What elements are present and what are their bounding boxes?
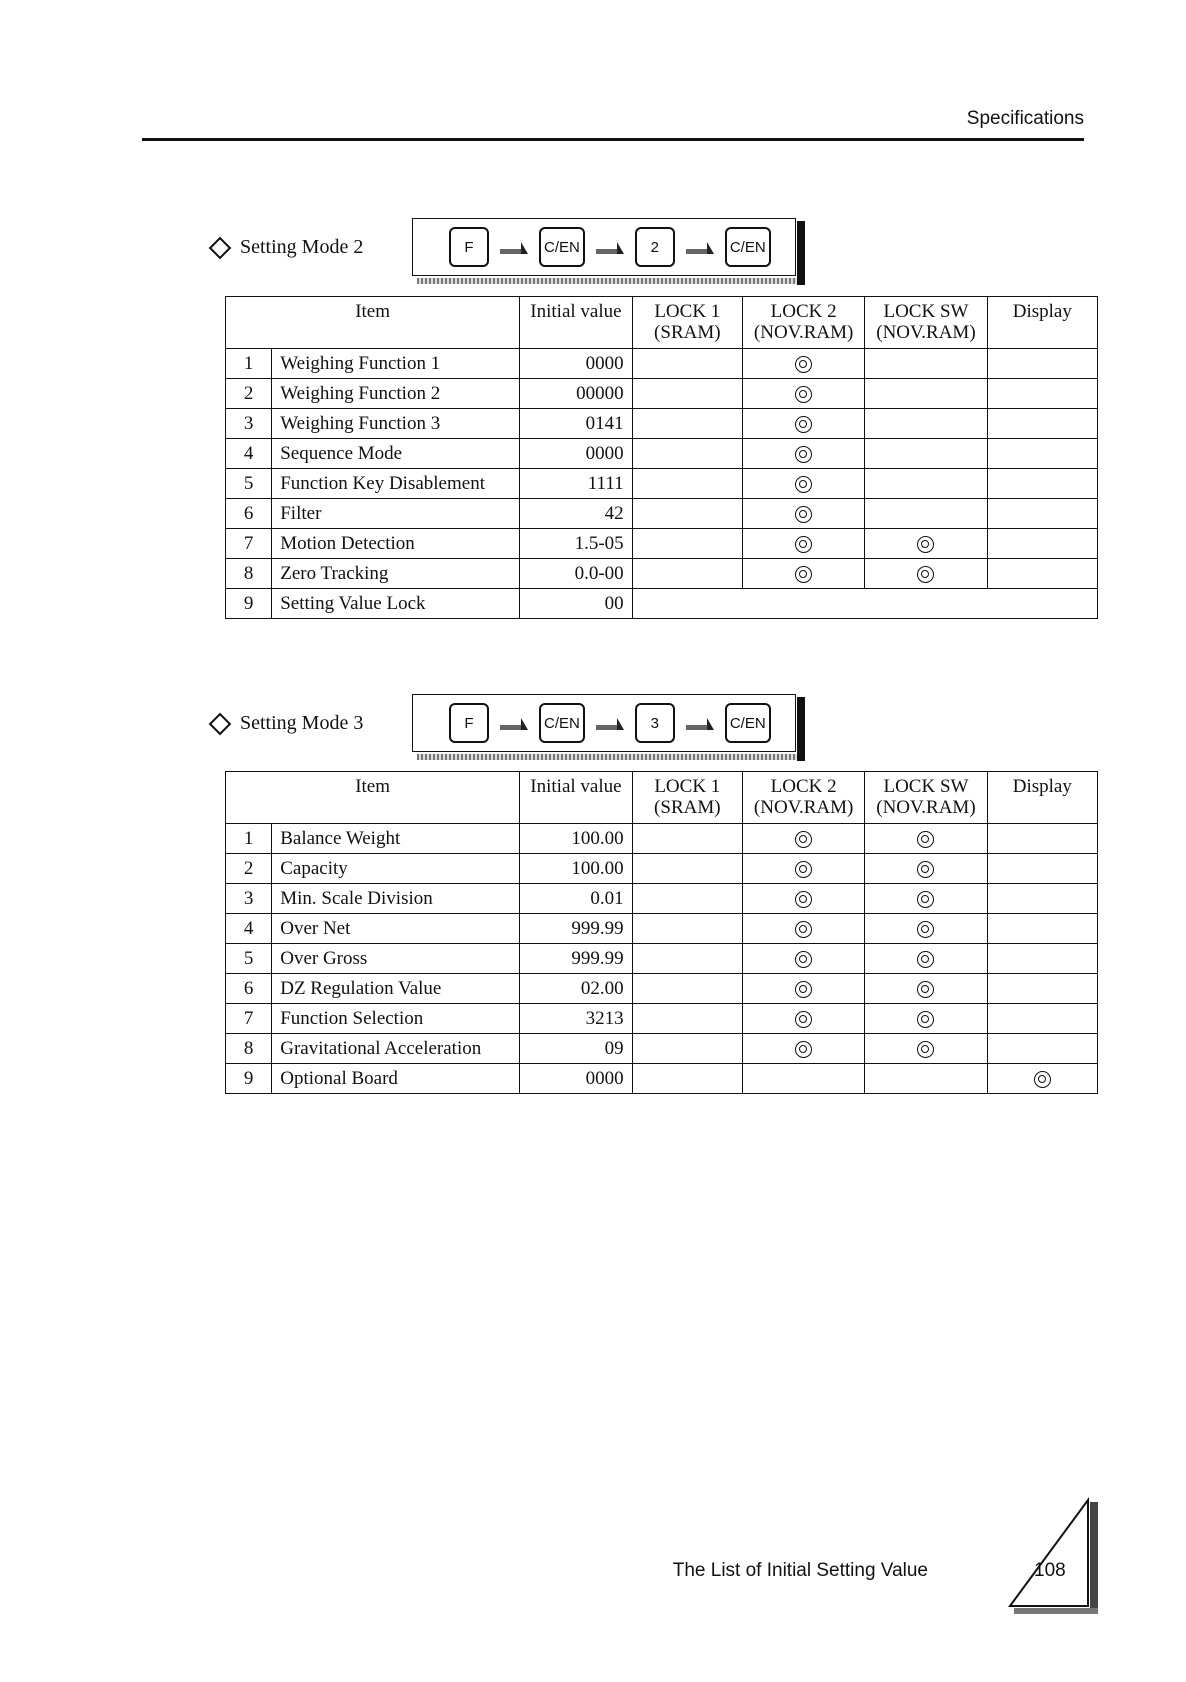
footer-section-title: The List of Initial Setting Value bbox=[672, 1560, 928, 1581]
row-locksw-cell bbox=[865, 944, 987, 974]
arrow-right-icon bbox=[595, 238, 625, 256]
row-merged-cell bbox=[632, 589, 1097, 619]
double-circle-icon bbox=[795, 981, 812, 998]
row-locksw-cell bbox=[865, 529, 987, 559]
row-number: 1 bbox=[226, 349, 272, 379]
table-row bbox=[226, 409, 1098, 439]
row-display-cell bbox=[987, 439, 1097, 469]
double-circle-icon bbox=[795, 951, 812, 968]
mode2-label-text: Setting Mode 2 bbox=[240, 236, 364, 258]
row-locksw-cell bbox=[865, 379, 987, 409]
row-number: 3 bbox=[226, 409, 272, 439]
row-lock2-cell bbox=[742, 854, 864, 884]
table-row bbox=[226, 469, 1098, 499]
row-item-name: Weighing Function 1 bbox=[272, 349, 520, 379]
item-header-text: Item bbox=[355, 776, 391, 797]
row-lock1-cell bbox=[632, 529, 742, 559]
row-lock2-cell bbox=[742, 914, 864, 944]
row-initial-value: 42 bbox=[520, 499, 632, 529]
row-initial-value: 00 bbox=[520, 589, 632, 619]
lock2-header-line1: LOCK 2 bbox=[770, 776, 837, 797]
row-locksw-cell bbox=[865, 469, 987, 499]
table-row bbox=[226, 824, 1098, 854]
row-item-name: Weighing Function 3 bbox=[272, 409, 520, 439]
row-number: 2 bbox=[226, 854, 272, 884]
display-header bbox=[987, 297, 1097, 349]
lock2-header bbox=[742, 297, 864, 349]
row-initial-value: 0.01 bbox=[520, 884, 632, 914]
mode3-label bbox=[210, 712, 363, 735]
row-locksw-cell bbox=[865, 439, 987, 469]
mode2-label bbox=[210, 236, 363, 259]
arrow-right-icon bbox=[499, 714, 529, 732]
locksw-header-line1: LOCK SW bbox=[883, 776, 969, 797]
row-number: 8 bbox=[226, 1034, 272, 1064]
row-lock1-cell bbox=[632, 1034, 742, 1064]
table-row bbox=[226, 529, 1098, 559]
table-row bbox=[226, 589, 1098, 619]
row-locksw-cell bbox=[865, 1064, 987, 1094]
double-circle-icon bbox=[917, 891, 934, 908]
row-item-name: Sequence Mode bbox=[272, 439, 520, 469]
row-lock1-cell bbox=[632, 854, 742, 884]
row-initial-value: 999.99 bbox=[520, 944, 632, 974]
double-circle-icon bbox=[795, 386, 812, 403]
table-row bbox=[226, 884, 1098, 914]
key-3: 3 bbox=[635, 703, 675, 743]
double-circle-icon bbox=[795, 356, 812, 373]
row-locksw-cell bbox=[865, 409, 987, 439]
row-number: 9 bbox=[226, 1064, 272, 1094]
double-circle-icon bbox=[917, 831, 934, 848]
row-display-cell bbox=[987, 944, 1097, 974]
mode3-label-text: Setting Mode 3 bbox=[240, 712, 364, 734]
row-lock1-cell bbox=[632, 439, 742, 469]
table-row bbox=[226, 944, 1098, 974]
arrow-right-icon bbox=[685, 714, 715, 732]
locksw-header bbox=[865, 772, 987, 824]
table-row bbox=[226, 914, 1098, 944]
table-row bbox=[226, 439, 1098, 469]
row-lock2-cell bbox=[742, 1064, 864, 1094]
key-f: F bbox=[449, 703, 489, 743]
double-circle-icon bbox=[795, 1041, 812, 1058]
row-lock1-cell bbox=[632, 349, 742, 379]
row-number: 4 bbox=[226, 914, 272, 944]
lock1-header bbox=[632, 297, 742, 349]
row-lock1-cell bbox=[632, 944, 742, 974]
double-circle-icon bbox=[795, 506, 812, 523]
lock1-header-line2: (SRAM) bbox=[654, 797, 721, 818]
row-item-name: Over Gross bbox=[272, 944, 520, 974]
row-locksw-cell bbox=[865, 1004, 987, 1034]
row-initial-value: 00000 bbox=[520, 379, 632, 409]
double-circle-icon bbox=[795, 861, 812, 878]
row-item-name: Optional Board bbox=[272, 1064, 520, 1094]
row-lock2-cell bbox=[742, 1004, 864, 1034]
row-number: 2 bbox=[226, 379, 272, 409]
row-lock2-cell bbox=[742, 529, 864, 559]
row-item-name: Setting Value Lock bbox=[272, 589, 520, 619]
row-lock1-cell bbox=[632, 974, 742, 1004]
table-row bbox=[226, 379, 1098, 409]
diamond-icon bbox=[209, 236, 232, 259]
table-row bbox=[226, 1004, 1098, 1034]
double-circle-icon bbox=[795, 1011, 812, 1028]
row-initial-value: 1111 bbox=[520, 469, 632, 499]
key-cen: C/EN bbox=[539, 703, 585, 743]
double-circle-icon bbox=[917, 981, 934, 998]
row-display-cell bbox=[987, 409, 1097, 439]
key-cen: C/EN bbox=[539, 227, 585, 267]
row-lock2-cell bbox=[742, 944, 864, 974]
row-initial-value: 0.0-00 bbox=[520, 559, 632, 589]
lock1-header-line1: LOCK 1 bbox=[654, 776, 721, 797]
row-display-cell bbox=[987, 1034, 1097, 1064]
row-lock2-cell bbox=[742, 824, 864, 854]
row-initial-value: 0000 bbox=[520, 349, 632, 379]
double-circle-icon bbox=[917, 921, 934, 938]
row-initial-value: 100.00 bbox=[520, 824, 632, 854]
table-row bbox=[226, 1064, 1098, 1094]
row-display-cell bbox=[987, 884, 1097, 914]
row-initial-value: 999.99 bbox=[520, 914, 632, 944]
row-number: 3 bbox=[226, 884, 272, 914]
table-header-row bbox=[226, 772, 1098, 824]
row-item-name: Function Selection bbox=[272, 1004, 520, 1034]
row-initial-value: 1.5-05 bbox=[520, 529, 632, 559]
locksw-header-line2: (NOV.RAM) bbox=[876, 797, 976, 818]
row-number: 6 bbox=[226, 974, 272, 1004]
row-display-cell bbox=[987, 469, 1097, 499]
mode2-table bbox=[225, 296, 1098, 619]
locksw-header bbox=[865, 297, 987, 349]
row-display-cell bbox=[987, 854, 1097, 884]
double-circle-icon bbox=[917, 566, 934, 583]
row-number: 6 bbox=[226, 499, 272, 529]
initial-value-header bbox=[520, 297, 632, 349]
row-initial-value: 3213 bbox=[520, 1004, 632, 1034]
table-row bbox=[226, 349, 1098, 379]
row-display-cell bbox=[987, 974, 1097, 1004]
row-locksw-cell bbox=[865, 914, 987, 944]
page-corner-triangle bbox=[1000, 1496, 1104, 1618]
item-header bbox=[226, 297, 520, 349]
row-lock1-cell bbox=[632, 469, 742, 499]
display-header bbox=[987, 772, 1097, 824]
row-locksw-cell bbox=[865, 349, 987, 379]
initial-value-header bbox=[520, 772, 632, 824]
initial-value-header-text: Initial value bbox=[530, 776, 622, 797]
item-header bbox=[226, 772, 520, 824]
row-number: 4 bbox=[226, 439, 272, 469]
row-locksw-cell bbox=[865, 974, 987, 1004]
header-rule bbox=[142, 138, 1084, 141]
row-lock1-cell bbox=[632, 499, 742, 529]
row-initial-value: 02.00 bbox=[520, 974, 632, 1004]
double-circle-icon bbox=[917, 861, 934, 878]
double-circle-icon bbox=[917, 951, 934, 968]
lock1-header-line1: LOCK 1 bbox=[654, 301, 721, 322]
display-header-text: Display bbox=[1012, 301, 1072, 322]
mode3-table bbox=[225, 771, 1098, 1094]
double-circle-icon bbox=[795, 566, 812, 583]
row-lock1-cell bbox=[632, 914, 742, 944]
row-lock2-cell bbox=[742, 499, 864, 529]
double-circle-icon bbox=[795, 536, 812, 553]
double-circle-icon bbox=[795, 416, 812, 433]
table-row bbox=[226, 974, 1098, 1004]
row-lock2-cell bbox=[742, 559, 864, 589]
row-lock1-cell bbox=[632, 559, 742, 589]
row-number: 8 bbox=[226, 559, 272, 589]
row-display-cell bbox=[987, 349, 1097, 379]
table-row bbox=[226, 559, 1098, 589]
row-number: 7 bbox=[226, 1004, 272, 1034]
item-header-text: Item bbox=[355, 301, 391, 322]
row-locksw-cell bbox=[865, 1034, 987, 1064]
lock1-header bbox=[632, 772, 742, 824]
row-display-cell bbox=[987, 1064, 1097, 1094]
row-locksw-cell bbox=[865, 824, 987, 854]
row-display-cell bbox=[987, 824, 1097, 854]
table-row bbox=[226, 1034, 1098, 1064]
page-number: 108 bbox=[1034, 1560, 1066, 1581]
row-lock2-cell bbox=[742, 349, 864, 379]
double-circle-icon bbox=[795, 891, 812, 908]
double-circle-icon bbox=[795, 921, 812, 938]
row-initial-value: 0141 bbox=[520, 409, 632, 439]
row-number: 7 bbox=[226, 529, 272, 559]
row-lock1-cell bbox=[632, 1004, 742, 1034]
row-item-name: Weighing Function 2 bbox=[272, 379, 520, 409]
row-display-cell bbox=[987, 1004, 1097, 1034]
row-lock1-cell bbox=[632, 379, 742, 409]
diamond-icon bbox=[209, 712, 232, 735]
double-circle-icon bbox=[795, 476, 812, 493]
initial-value-header-text: Initial value bbox=[530, 301, 622, 322]
arrow-right-icon bbox=[595, 714, 625, 732]
row-item-name: Balance Weight bbox=[272, 824, 520, 854]
row-display-cell bbox=[987, 914, 1097, 944]
row-lock2-cell bbox=[742, 974, 864, 1004]
row-lock1-cell bbox=[632, 884, 742, 914]
row-initial-value: 09 bbox=[520, 1034, 632, 1064]
double-circle-icon bbox=[917, 1011, 934, 1028]
lock2-header-line2: (NOV.RAM) bbox=[753, 322, 854, 343]
row-display-cell bbox=[987, 379, 1097, 409]
row-display-cell bbox=[987, 529, 1097, 559]
row-initial-value: 0000 bbox=[520, 439, 632, 469]
table-header-row bbox=[226, 297, 1098, 349]
mode3-key-sequence bbox=[412, 694, 796, 752]
double-circle-icon bbox=[917, 1041, 934, 1058]
locksw-header-line1: LOCK SW bbox=[883, 301, 969, 322]
key-2: 2 bbox=[635, 227, 675, 267]
row-lock2-cell bbox=[742, 439, 864, 469]
row-display-cell bbox=[987, 559, 1097, 589]
row-number: 1 bbox=[226, 824, 272, 854]
row-initial-value: 0000 bbox=[520, 1064, 632, 1094]
row-lock1-cell bbox=[632, 1064, 742, 1094]
row-item-name: Motion Detection bbox=[272, 529, 520, 559]
row-number: 9 bbox=[226, 589, 272, 619]
row-initial-value: 100.00 bbox=[520, 854, 632, 884]
row-item-name: Gravitational Acceleration bbox=[272, 1034, 520, 1064]
row-locksw-cell bbox=[865, 499, 987, 529]
double-circle-icon bbox=[1034, 1071, 1051, 1088]
row-item-name: Capacity bbox=[272, 854, 520, 884]
lock1-header-line2: (SRAM) bbox=[654, 322, 721, 343]
display-header-text: Display bbox=[1012, 776, 1072, 797]
row-locksw-cell bbox=[865, 884, 987, 914]
row-lock2-cell bbox=[742, 379, 864, 409]
row-item-name: DZ Regulation Value bbox=[272, 974, 520, 1004]
row-item-name: Function Key Disablement bbox=[272, 469, 520, 499]
row-item-name: Over Net bbox=[272, 914, 520, 944]
locksw-header-line2: (NOV.RAM) bbox=[876, 322, 976, 343]
row-locksw-cell bbox=[865, 854, 987, 884]
lock2-header-line2: (NOV.RAM) bbox=[753, 797, 854, 818]
header-title: Specifications bbox=[966, 108, 1084, 129]
row-locksw-cell bbox=[865, 559, 987, 589]
key-cen: C/EN bbox=[725, 227, 771, 267]
row-item-name: Filter bbox=[272, 499, 520, 529]
row-lock1-cell bbox=[632, 409, 742, 439]
key-f: F bbox=[449, 227, 489, 267]
row-lock2-cell bbox=[742, 469, 864, 499]
double-circle-icon bbox=[795, 446, 812, 463]
double-circle-icon bbox=[917, 536, 934, 553]
arrow-right-icon bbox=[685, 238, 715, 256]
row-lock1-cell bbox=[632, 824, 742, 854]
lock2-header-line1: LOCK 2 bbox=[770, 301, 837, 322]
lock2-header bbox=[742, 772, 864, 824]
row-lock2-cell bbox=[742, 1034, 864, 1064]
row-number: 5 bbox=[226, 944, 272, 974]
arrow-right-icon bbox=[499, 238, 529, 256]
key-cen: C/EN bbox=[725, 703, 771, 743]
double-circle-icon bbox=[795, 831, 812, 848]
row-lock2-cell bbox=[742, 409, 864, 439]
row-display-cell bbox=[987, 499, 1097, 529]
row-item-name: Min. Scale Division bbox=[272, 884, 520, 914]
row-lock2-cell bbox=[742, 884, 864, 914]
mode2-key-sequence bbox=[412, 218, 796, 276]
row-item-name: Zero Tracking bbox=[272, 559, 520, 589]
row-number: 5 bbox=[226, 469, 272, 499]
table-row bbox=[226, 854, 1098, 884]
table-row bbox=[226, 499, 1098, 529]
